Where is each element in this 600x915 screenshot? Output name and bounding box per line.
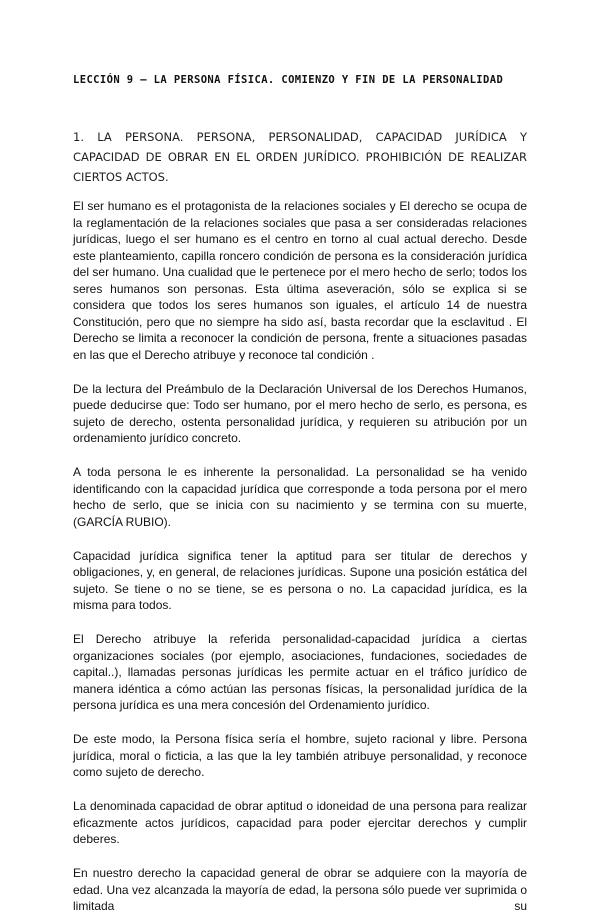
paragraph-ser-humano: El ser humano es el protagonista de la relaciones sociales y El derecho se ocupa de la reglamentación de la relaciones sociales que pasa a ser consideradas relaciones jurídicas, luego el ser humano es el centro en torno al cual actual derecho. Desde este planteamiento, capilla roncero condición de persona es la consideración jurídica del ser humano. Una cualidad que le pertenece por el mero hecho de serlo; todos los seres humanos son personas. Esta última aseveración, sólo se explica si se considera que todos los seres humanos son iguales, el artículo 14 de nuestra Constitución, pero que no siempre ha sido así, basta recordar que la esclavitud . El Derecho se limita a reconocer la condición de persona, frente a situaciones pasadas en las que el Derecho atribuye y reconoce tal condición . [73, 199, 527, 362]
paragraph-capacidad-obrar: La denominada capacidad de obrar aptitud o idoneidad de una persona para realizar eficazmente actos jurídicos, capacidad para poder ejercitar derechos y cumplir deberes. [73, 799, 527, 846]
paragraph-personalidad: A toda persona le es inherente la personalidad. La personalidad se ha venido identificando con la capacidad jurídica que corresponde a toda persona por el mero hecho de serlo, que se inicia con su nacimiento y se termina con su muerte, (GARCÍA RUBIO). [73, 465, 527, 529]
paragraph-personas-juridicas: El Derecho atribuye la referida personalidad-capacidad jurídica a ciertas organizaciones sociales (por ejemplo, asociaciones, fundaciones, sociedades de capital..), llamadas personas jurídicas les permite actuar en el tráfico jurídico de manera idéntica a cómo actúan las personas físicas, la personalidad jurídica de la persona jurídica es una mera concesión del Ordenamiento jurídico. [73, 632, 527, 712]
section-heading: 1. LA PERSONA. PERSONA, PERSONALIDAD, CAPACIDAD JURÍDICA Y CAPACIDAD DE OBRAR EN EL ORDEN JURÍDICO. PROHIBICIÓN DE REALIZAR CIERTOS ACTOS. [73, 130, 527, 184]
paragraph-mayoria-edad: En nuestro derecho la capacidad general de obrar se adquiere con la mayoría de edad. Una vez alcanzada la mayoría de edad, la persona sólo puede ver suprimida o limitada su [73, 866, 527, 913]
paragraph-capacidad-juridica: Capacidad jurídica significa tener la aptitud para ser titular de derechos y obligaciones, y, en general, de relaciones jurídicas. Supone una posición estática del sujeto. Se tiene o no se tiene, se es persona o no. La capacidad jurídica, es la misma para todos. [73, 548, 527, 612]
paragraph-declaracion: De la lectura del Preámbulo de la Declaración Universal de los Derechos Humanos, puede deducirse que: Todo ser humano, por el mero hecho de serlo, es persona, es sujeto de derecho, ostenta personalidad jurídica, y requieren su atribución por un ordenamiento jurídico concreto. [73, 381, 527, 445]
paragraph-persona-fisica: De este modo, la Persona física sería el hombre, sujeto racional y libre. Persona jurídica, moral o ficticia, a las que la ley también atribuye personalidad, y reconoce como sujeto de derecho. [73, 732, 527, 779]
lesson-title: LECCIÓN 9 – LA PERSONA FÍSICA. COMIENZO Y FIN DE LA PERSONALIDAD [73, 74, 504, 86]
body-text [73, 198, 527, 915]
